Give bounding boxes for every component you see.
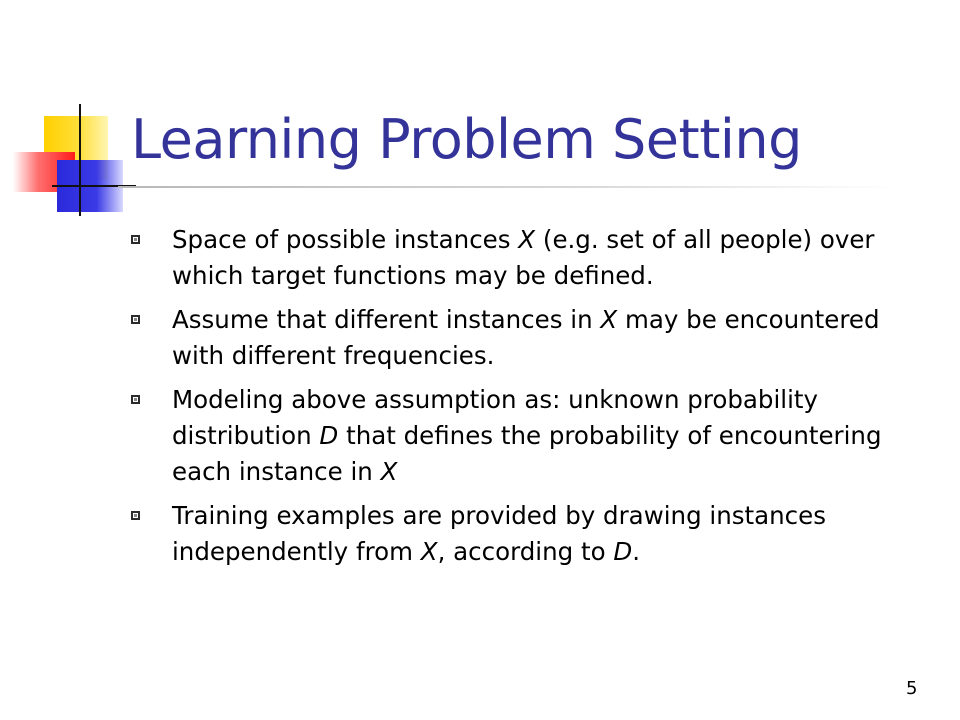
italic-variable: X bbox=[518, 225, 536, 254]
page-number: 5 bbox=[906, 678, 918, 699]
bullet-item bbox=[131, 382, 931, 490]
square-bullet-icon bbox=[131, 315, 140, 324]
square-bullet-icon bbox=[131, 235, 140, 244]
title-underline bbox=[118, 186, 898, 188]
square-bullet-icon bbox=[131, 395, 140, 404]
bullet-text: Modeling above assumption as: unknown probability distribution D that defines the probability of encountering each instance in X bbox=[172, 385, 882, 486]
bullet-list bbox=[131, 222, 931, 578]
bullet-text: Space of possible instances X (e.g. set of all people) over which target functions may be defined. bbox=[172, 225, 875, 290]
italic-variable: X bbox=[420, 537, 438, 566]
bullet-text: Training examples are provided by drawing instances independently from X, according to D. bbox=[172, 501, 826, 566]
bullet-item bbox=[131, 302, 931, 374]
square-bullet-icon bbox=[131, 511, 140, 520]
slide-title: Learning Problem Setting bbox=[131, 108, 802, 171]
vertical-rule-decoration bbox=[79, 104, 81, 216]
bullet-item bbox=[131, 498, 931, 570]
italic-variable: D bbox=[613, 537, 633, 566]
bullet-text: Assume that different instances in X may be encountered with different frequencies. bbox=[172, 305, 880, 370]
italic-variable: X bbox=[600, 305, 618, 334]
bullet-item bbox=[131, 222, 931, 294]
italic-variable: X bbox=[380, 457, 398, 486]
italic-variable: D bbox=[319, 421, 339, 450]
